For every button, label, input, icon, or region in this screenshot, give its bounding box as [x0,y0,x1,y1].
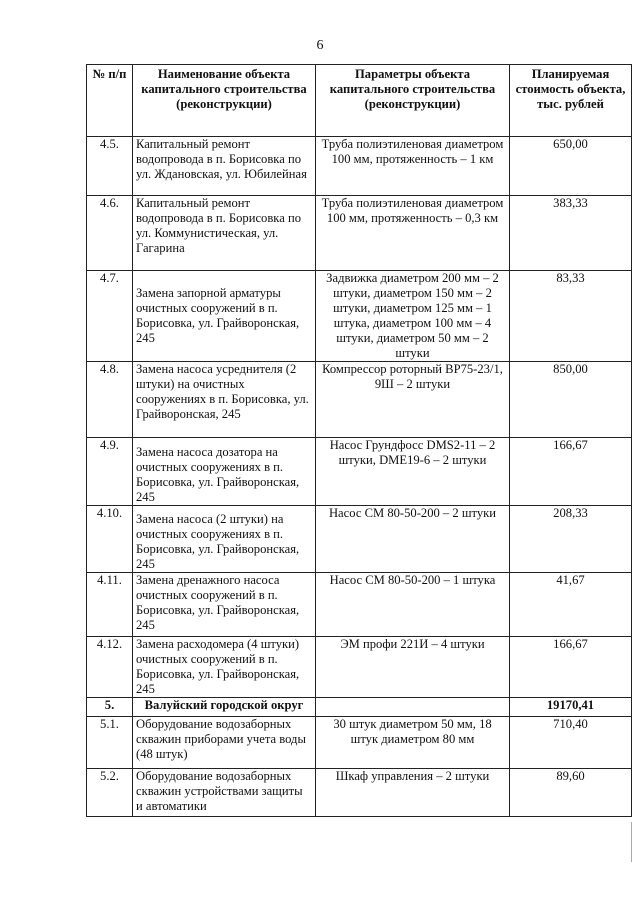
row-params: Шкаф управления – 2 штуки [316,769,510,817]
row-name: Замена запорной арматуры очистных сооружений в п. Борисовка, ул. Грайворонская, 245 [133,271,316,362]
row-name: Оборудование водозаборных скважин устройствами защиты и автоматики [133,769,316,817]
table-row [87,769,632,817]
row-cost: 83,33 [510,271,632,362]
row-params: Насос СМ 80-50-200 – 1 штука [316,573,510,637]
row-name: Замена расходомера (4 штуки) очистных сооружений в п. Борисовка, ул. Грайворонская, 245 [133,637,316,698]
row-cost: 208,33 [510,506,632,573]
row-name: Замена насоса (2 штуки) на очистных сооружениях в п. Борисовка, ул. Грайворонская, 245 [133,506,316,573]
row-num: 4.8. [87,362,133,438]
row-params: Насос Грундфосс DMS2-11 – 2 штуки, DME19-6 – 2 штуки [316,438,510,506]
row-cost: 383,33 [510,196,632,271]
row-num: 4.12. [87,637,133,698]
row-name: Замена дренажного насоса очистных сооружений в п. Борисовка, ул. Грайворонская, 245 [133,573,316,637]
page-number: 6 [316,38,324,53]
row-num: 4.6. [87,196,133,271]
row-cost: 650,00 [510,137,632,196]
row-num: 4.9. [87,438,133,506]
row-cost: 850,00 [510,362,632,438]
row-params: Труба полиэтиленовая диаметром 100 мм, протяженность – 0,3 км [316,196,510,271]
row-name: Капитальный ремонт водопровода в п. Борисовка по ул. Коммунистическая, ул. Гагарина [133,196,316,271]
row-num: 5.2. [87,769,133,817]
row-cost: 89,60 [510,769,632,817]
row-num: 4.7. [87,271,133,362]
row-num: 4.5. [87,137,133,196]
header-params: Параметры объекта капитального строительства (реконструкции) [316,65,510,137]
section-row [87,698,632,717]
row-num: 5.1. [87,717,133,769]
header-cost: Планируемая стоимость объекта, тыс. рублей [510,65,632,137]
table-row [87,438,632,506]
section-params [316,698,510,717]
scan-edge-mark [631,822,632,862]
section-cost: 19170,41 [510,698,632,717]
header-name: Наименование объекта капитального строительства (реконструкции) [133,65,316,137]
table-row [87,637,632,698]
row-params: 30 штук диаметром 50 мм, 18 штук диаметром 80 мм [316,717,510,769]
row-params: Компрессор роторный ВР75-23/1, 9Ш – 2 штуки [316,362,510,438]
row-params: ЭМ профи 221И – 4 штуки [316,637,510,698]
table-row [87,137,632,196]
table-row [87,717,632,769]
row-params: Задвижка диаметром 200 мм – 2 штуки, диаметром 150 мм – 2 штуки, диаметром 125 мм – 1 штука, диаметром 100 мм – 4 штуки, диаметром 50 мм – 2 штуки [316,271,510,362]
row-num: 4.11. [87,573,133,637]
row-name: Капитальный ремонт водопровода в п. Борисовка по ул. Ждановская, ул. Юбилейная [133,137,316,196]
row-num: 4.10. [87,506,133,573]
row-params: Насос СМ 80-50-200 – 2 штуки [316,506,510,573]
row-params: Труба полиэтиленовая диаметром 100 мм, протяженность – 1 км [316,137,510,196]
section-name: Валуйский городской округ [133,698,316,717]
header-num: № п/п [87,65,133,137]
header-row [87,65,632,137]
section-num: 5. [87,698,133,717]
row-cost: 166,67 [510,438,632,506]
row-cost: 166,67 [510,637,632,698]
capital-construction-table [86,64,632,817]
table-row [87,362,632,438]
row-name: Замена насоса усреднителя (2 штуки) на очистных сооружениях в п. Борисовка, ул. Грайворонская, 245 [133,362,316,438]
table-row [87,271,632,362]
row-cost: 710,40 [510,717,632,769]
row-name: Замена насоса дозатора на очистных сооружениях в п. Борисовка, ул. Грайворонская, 245 [133,438,316,506]
table-row [87,506,632,573]
row-name: Оборудование водозаборных скважин приборами учета воды (48 штук) [133,717,316,769]
table-row [87,573,632,637]
row-cost: 41,67 [510,573,632,637]
table-row [87,196,632,271]
